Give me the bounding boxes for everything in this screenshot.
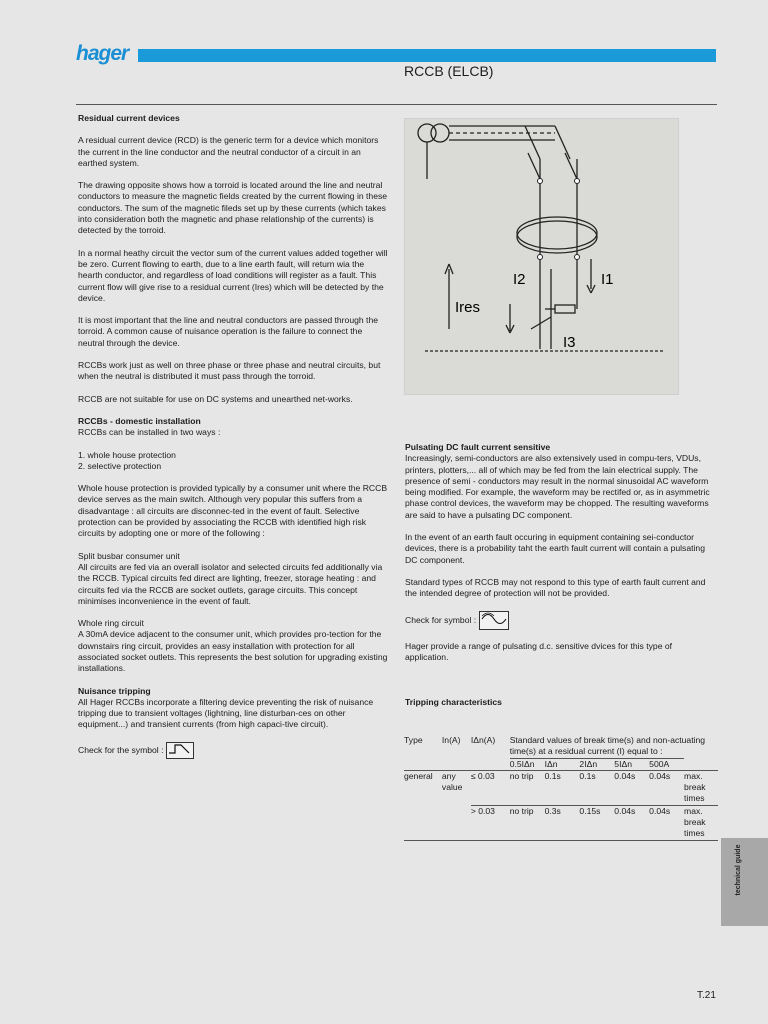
symbol-label: Check for symbol : — [405, 614, 477, 625]
cell-value: 0.04s — [649, 805, 684, 840]
table-row — [404, 805, 718, 840]
paragraph: A residual current device (RCD) is the generic term for a device which monitors the current in the line conductor and the neutral conductor of a circuit in an earthed system. — [78, 135, 379, 168]
symbol-line — [405, 611, 711, 630]
symbol-line — [78, 742, 390, 759]
right-column — [405, 442, 711, 709]
header-rule — [76, 104, 717, 105]
paragraph: Whole house protection is provided typically by a consumer unit where the RCCB device serves as the main switch. Although very popular this suffers from a disadvantage : all circuits are disconnec-ted in the event of fault. Selective protection can be provided by associating the RCCB with identified high risk circuits by adopting one or more of the following : — [78, 483, 388, 539]
header-bar — [138, 49, 716, 62]
col-header-idn: IΔn(A) — [470, 735, 496, 745]
tripping-table — [404, 735, 718, 843]
cell-value: 0.1s — [579, 770, 614, 805]
page-title: RCCB (ELCB) — [404, 63, 494, 79]
paragraph: It is most important that the line and neutral conductors are passed through the torroid. A common cause of nuisance operation is the failure to connect the neutral through the device. — [78, 315, 379, 348]
paragraph: RCCBs work just as well on three phase or three phase and neutral circuits, but when the neutral is distributed it must pass through the torroid. — [78, 360, 381, 382]
cell-in: any value — [442, 770, 471, 805]
paragraph: RCCB are not suitable for use on DC systems and unearthed net-works. — [78, 393, 353, 404]
heading-nuisance: Nuisance tripping — [78, 685, 151, 696]
col-header-c1: 0.5IΔn — [510, 758, 545, 770]
heading-pulsating: Pulsating DC fault current sensitive — [405, 442, 551, 452]
cell-value: 0.15s — [579, 805, 614, 840]
paragraph: Increasingly, semi-conductors are also extensively used in compu-ters, VDUs, printers, plotters,... all of which may be fed from the lain electrical supply. The presence of semi - conductors may result in the normal sinusoidal AC waveform being modified. For example, the waveform may be rectifed or, as in asymmetric phase control devices, the waveform may be chopped. The resulting waveforms are said to have a pulsating DC component. — [405, 453, 710, 520]
col-header-c2: IΔn — [545, 758, 580, 770]
col-header-c4: 5IΔn — [614, 758, 649, 770]
hager-logo: hager — [76, 42, 129, 65]
symbol-label: Check for the symbol : — [78, 744, 164, 755]
col-header-c5: 500A — [649, 758, 684, 770]
col-header-desc: Standard values of break time(s) and non-actuating time(s) at a residual current (I) equal to : — [509, 735, 706, 757]
col-header-c3: 2IΔn — [579, 758, 614, 770]
page-number: T.21 — [697, 990, 716, 1001]
paragraph: In the event of an earth fault occuring in equipment containing sei-conductor devices, there is a probability taht the earth fault current will contain a pulsating DC component. — [405, 532, 705, 565]
label-i2: I2 — [513, 271, 526, 288]
heading-domestic: RCCBs - domestic installation — [78, 415, 201, 426]
label-i3: I3 — [563, 334, 576, 351]
paragraph: Whole ring circuit A 30mA device adjacent to the consumer unit, which provides pro-tection for the downstairs ring circuit, provides an easy installation with protection for all associated socket outlets. This represents the best solution for upgrading existing installations. — [78, 618, 388, 674]
paragraph: RCCBs can be installed in two ways : — [78, 427, 221, 438]
pulsating-dc-symbol-icon — [479, 611, 509, 630]
list-item: 2. selective protection — [78, 460, 162, 471]
paragraph: Split busbar consumer unit All circuits are fed via an overall isolator and selected circuits fed additionally via the RCCB. Typical circuits fed direct are lighting, freezer, storage heating : and circuits fed via the RCCB are socket outlets, garage circuits. This concept minimises inconvenience in the event of fault. — [78, 550, 383, 606]
col-header-in: In(A) — [441, 735, 461, 745]
cell-value: 0.04s — [614, 770, 649, 805]
paragraph: In a normal heathy circuit the vector sum of the current values added together will be zero. Current flowing to earth, due to a line earth fault, will return wia the hearth conductor, and regardless of load conditions will register as a fault. This current flow will give rise to a residual current (Ires) which will be detected by the device. — [78, 247, 388, 303]
cell-idn: ≤ 0.03 — [471, 770, 510, 805]
paragraph: Hager provide a range of pulsating d.c. sensitive dvices for this type of application. — [405, 640, 673, 663]
technical-guide-tab — [721, 838, 768, 926]
cell-idn: > 0.03 — [471, 805, 510, 840]
sidetab-label: technical guide — [735, 844, 742, 896]
cell-value: no trip — [510, 805, 545, 840]
filter-symbol-icon — [166, 742, 194, 759]
heading-residual-current: Residual current devices — [78, 113, 180, 123]
label-i1: I1 — [601, 271, 614, 288]
cell-value: 0.04s — [649, 770, 684, 805]
cell-type: general — [404, 770, 442, 805]
cell-value: 0.3s — [545, 805, 580, 840]
list-item: 1. whole house protection — [78, 449, 176, 460]
cell-value: 0.1s — [545, 770, 580, 805]
rcd-diagram — [404, 118, 679, 395]
label-ires: Ires — [455, 299, 481, 316]
cell-note: max. break times — [684, 770, 718, 805]
paragraph: Standard types of RCCB may not respond to this type of earth fault current and the intended degree of protection will not be provided. — [405, 576, 706, 599]
cell-value: no trip — [510, 770, 545, 805]
cell-value: 0.04s — [614, 805, 649, 840]
table-row — [404, 770, 718, 805]
col-header-type: Type — [404, 735, 423, 745]
cell-note: max. break times — [684, 805, 718, 840]
paragraph: All Hager RCCBs incorporate a filtering device preventing the risk of nuisance tripping due to transient voltages (lightning, line disturban-ces on other equipment...) and transient currents (from high capaci-tive circuit). — [78, 696, 374, 730]
paragraph: The drawing opposite shows how a torroid is located around the line and neutral conductors to measure the magnetic fields created by the current flowing in these conductors. The sum of the magnetic fileds set up by these currents (which takes into consideration both the magnetic and phase relationship of the currents) is detected by the torroid. — [78, 180, 388, 236]
left-column — [78, 113, 390, 759]
heading-tripping: Tripping characteristics — [405, 697, 502, 708]
